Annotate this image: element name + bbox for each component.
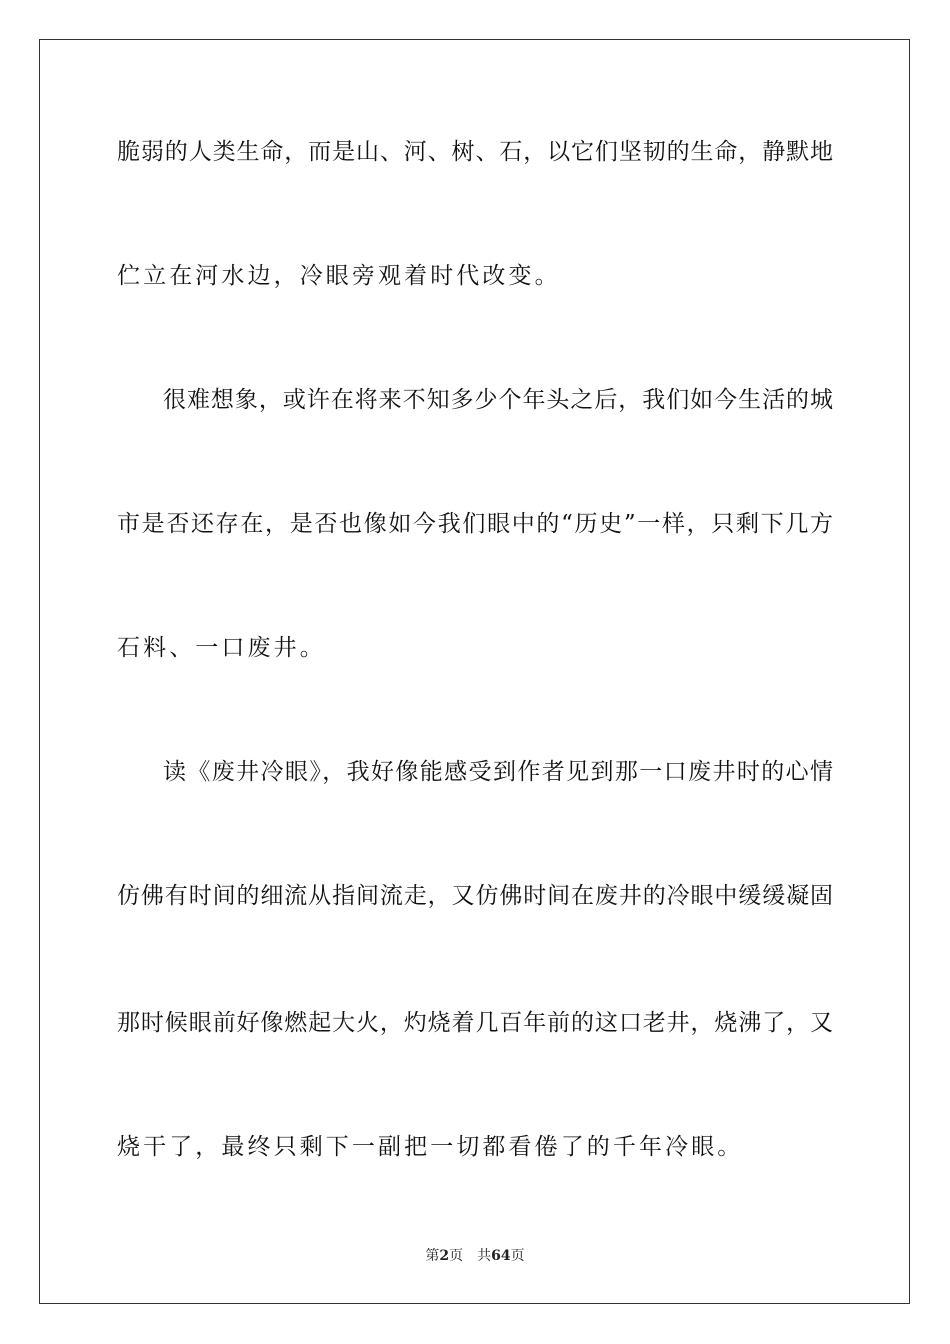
total-prefix: 共 — [477, 1248, 492, 1264]
page-footer — [0, 1247, 950, 1265]
text-line-3: 很难想象，或许在将来不知多少个年头之后，我们如今生活的城 — [163, 387, 833, 413]
text-line-2: 伫立在河水边，冷眼旁观着时代改变。 — [117, 263, 561, 289]
text-line-1: 脆弱的人类生命，而是山、河、树、石，以它们坚韧的生命，静默地 — [117, 139, 833, 165]
page-number: 2 — [439, 1248, 450, 1264]
text-line-4: 市是否还存在，是否也像如今我们眼中的“历史”一样，只剩下几方 — [117, 511, 833, 537]
text-line-6: 读《废井冷眼》，我好像能感受到作者见到那一口废井时的心情 — [163, 759, 833, 785]
text-line-7: 仿佛有时间的细流从指间流走，又仿佛时间在废井的冷眼中缓缓凝固 — [117, 883, 833, 909]
page-suffix: 页 — [449, 1248, 464, 1264]
total-suffix: 页 — [510, 1248, 525, 1264]
page-border — [39, 39, 910, 1304]
text-line-5: 石料、一口废井。 — [117, 635, 326, 661]
text-line-8: 那时候眼前好像燃起大火，灼烧着几百年前的这口老井，烧沸了，又 — [117, 1010, 833, 1036]
page-prefix: 第 — [425, 1248, 440, 1264]
text-line-9: 烧干了，最终只剩下一副把一切都看倦了的千年冷眼。 — [117, 1134, 744, 1160]
total-pages: 64 — [491, 1248, 511, 1264]
